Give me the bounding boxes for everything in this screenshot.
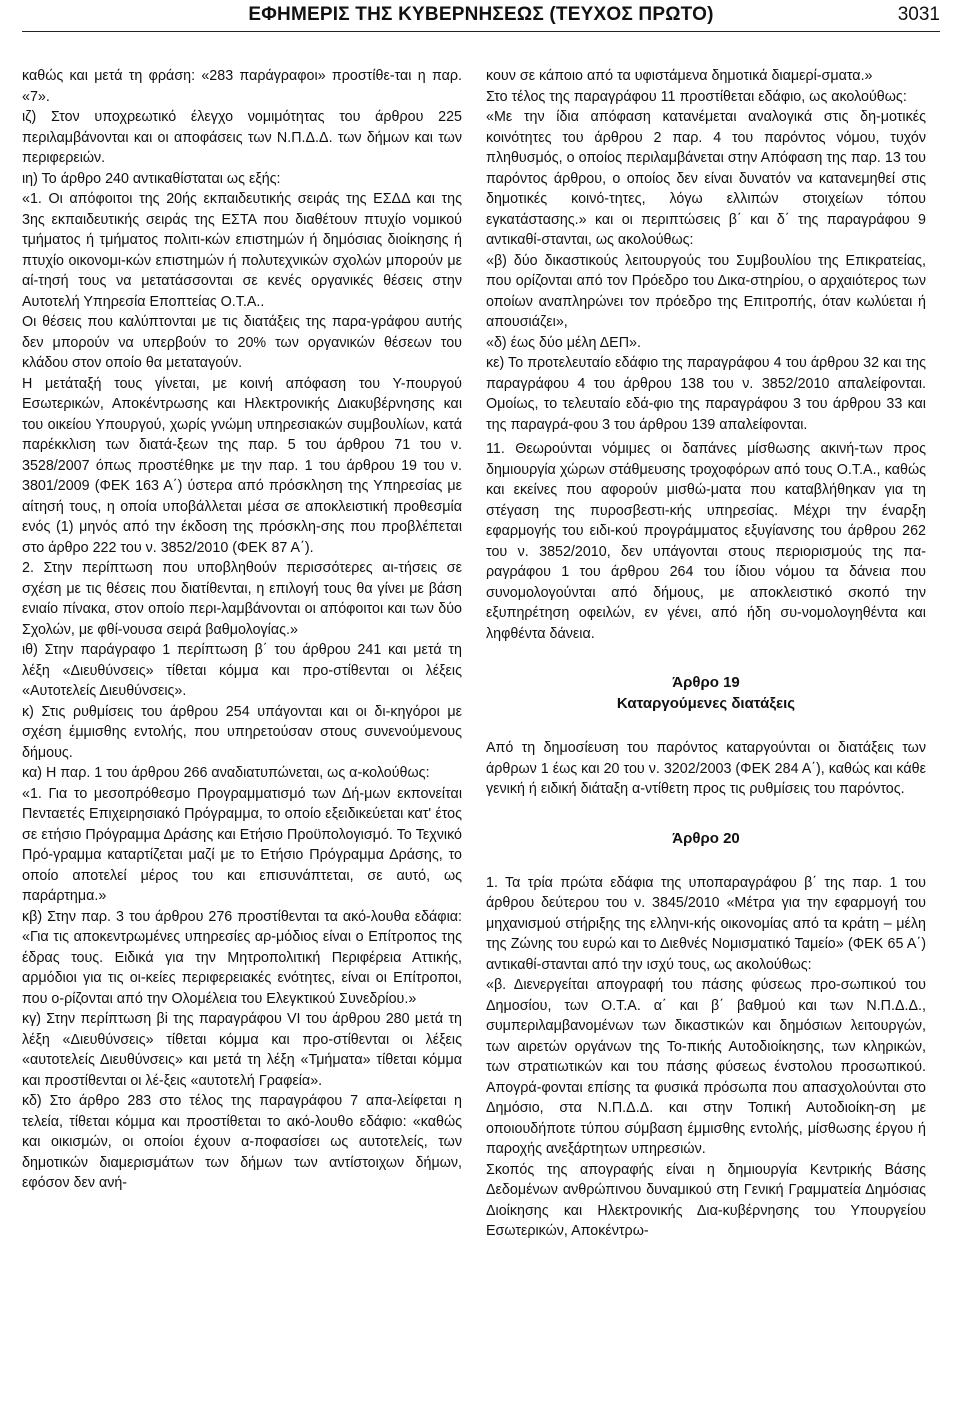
paragraph: 2. Στην περίπτωση που υποβληθούν περισσότερες αι-τήσεις σε σχέση με τις θέσεις που διατίθενται, η επιλογή τους θα γίνει με βάση ενιαίο πίνακα, στον οποίο περι-λαμβάνονται οι απόφοιτοι και των δύο Σχολών, με φθί-νουσα σειρά βαθμολογίας.» [22,560,462,638]
article-20-title: Άρθρο 20 [672,829,740,847]
paragraph: 1. Τα τρία πρώτα εδάφια της υποπαραγράφου β΄ της παρ. 1 του άρθρου δεύτερου του ν. 3845/2010 «Μέτρα για την εφαρμογή του μηχανισμού στήριξης της ελληνι-κής οικονομίας από τα κράτη – μέλη της Ζώνης του ευρώ και το Διεθνές Νομισματικό Ταμείο» (ΦΕΚ 65 Α΄) αντικαθί-στανται από την ισχύ τους, ως ακολούθως: [486,874,926,973]
header-divider [22,31,940,32]
paragraph: 11. Θεωρούνται νόμιμες οι δαπάνες μίσθωσης ακινή-των προς δημιουργία χώρων στάθμευσης τροχοφόρων από τους Ο.Τ.Α., καθώς και εκείνες που αφορούν μισθώ-ματα που καταβλήθηκαν για τη στέγαση της πυροσβεστι-κής υπηρεσίας. Μέχρι την έναρξη εφαρμογής του ειδι-κού προγράμματος εξυγίανσης του άρθρου 262 του ν. 3852/2010, δεν υπάγονται στους περιορισμούς της πα-ραγράφου 1 του άρθρου 264 του ίδιου νόμου τα δάνεια που συνομολογούνται από δήμους, με αποκλειστικό σκοπό την εξυπηρέτηση οφειλών, εν γένει, από ήδη συ-νομολογηθέντα και ληφθέντα δάνεια. [486,441,926,642]
paragraph: κδ) Στο άρθρο 283 στο τέλος της παραγράφου 7 απα-λείφεται η τελεία, τίθεται κόμμα και προστίθεται το ακό-λουθο εδάφιο: «καθώς και οικισμών, οι οποίοι έχουν α-ποφασίσει ως αυτοτελείς, των δημοτικών διαμερισμάτων των δήμων των αντίστοιχων δήμων, εφόσον δεν ανή- [22,1093,462,1191]
paragraph: «1. Για το μεσοπρόθεσμο Προγραμματισμό των Δή-μων εκπονείται Πενταετές Επιχειρησιακό Πρόγραμμα, το οποίο εξειδικεύεται κατ' έτος σε ετήσιο Πρόγραμμα Δράσης και Ετήσιο Προϋπολογισμό. Το Τεχνικό Πρό-γραμμα καταρτίζεται μαζί με το Ετήσιο Πρόγραμμα Δράσης, το οποίο αποτελεί μέρος του και επισυνάπτεται, σε αυτό, ως παράρτημα.» [22,785,462,904]
paragraph: κα) Η παρ. 1 του άρθρου 266 αναδιατυπώνεται, ως α-κολούθως: [22,765,430,781]
paragraph: Από τη δημοσίευση του παρόντος καταργούνται οι διατάξεις των άρθρων 1 έως και 20 του ν. 3202/2003 (ΦΕΚ 284 Α΄), καθώς και κάθε γενική ή ειδική διάταξη α-ντίθετη προς τις ρυθμίσεις του παρόντος. [486,740,926,797]
gazette-title: ΕΦΗΜΕΡΙΣ ΤΗΣ ΚΥΒΕΡΝΗΣΕΩΣ (ΤΕΥΧΟΣ ΠΡΩΤΟ) [248,4,714,25]
paragraph: Οι θέσεις που καλύπτονται με τις διατάξεις της παρα-γράφου αυτής δεν μπορούν να υπερβούν το 20% των οργανικών θέσεων του κλάδου στον οποίο θα μεταταγούν. [22,314,462,371]
paragraph: «δ) έως δύο μέλη ΔΕΠ». [486,334,641,351]
paragraph: ιζ) Στον υποχρεωτικό έλεγχο νομιμότητας του άρθρου 225 περιλαμβάνονται και οι αποφάσεις των Ν.Π.Δ.Δ. των δήμων και των περιφερειών. [22,109,462,166]
left-column [22,66,462,1194]
paragraph: ιθ) Στην παράγραφο 1 περίπτωση β΄ του άρθρου 241 και μετά τη λέξη «Διευθύνσεις» τίθεται κόμμα και προ-στίθενται οι λέξεις «Αυτοτελείς Διευθύνσεις». [22,642,462,699]
paragraph: κ) Στις ρυθμίσεις του άρθρου 254 υπάγονται και οι δι-κηγόροι με σχέση έμμισθης εντολής, που υπηρετούσαν στους συνενούμενους δήμους. [22,703,462,761]
paragraph: Σκοπός της απογραφής είναι η δημιουργία Κεντρικής Βάσης Δεδομένων ανθρώπινου δυναμικού στη Γενική Γραμματεία Δημόσιας Διοίκησης και Ηλεκτρονικής Δια-κυβέρνησης του Υπουργείου Εσωτερικών, Αποκέντρω- [486,1161,926,1239]
paragraph: κουν σε κάποιο από τα υφιστάμενα δημοτικά διαμερί-σματα.» [486,68,873,84]
page-number: 3031 [897,4,940,25]
paragraph: «1. Οι απόφοιτοι της 20ής εκπαιδευτικής σειράς της ΕΣΔΔ και της 3ης εκπαιδευτικής σειράς της ΕΣΤΑ που διαθέτουν πτυχίο νομικού τμήματος ή τμήματος πολιτι-κών επιστημών ή δημόσιας διοίκησης ή πτυχίο οικονομι-κών επιστημών ή πολυτεχνικών σχολών μπορούν με αί-τησή τους να μετατάσσονται σε κενές οργανικές θέσεις στην Αυτοτελή Υπηρεσία Εποπτείας Ο.Τ.Α.. [22,191,462,310]
article-19-title: Άρθρο 19 [672,674,740,691]
paragraph: «Με την ίδια απόφαση κατανέμεται αναλογικά στις δη-μοτικές κοινότητες του άρθρου 2 παρ. 4 του παρόντος νόμου, τυχόν πληθυσμός, ο οποίος περιλαμβάνεται στην Απόφαση της παρ. 13 του παρόντος άρθρου, ο οποίος δεν είναι δυνατόν να κατανεμηθεί στις δημοτικές κοινό-τητες, λόγω ελλιπών στοιχείων τόπου εγκατάστασης.» και οι περιπτώσεις β΄ και δ΄ της παραγράφου 9 αντικαθί-στανται, ως ακολούθως: [486,109,926,248]
paragraph: Στο τέλος της παραγράφου 11 προστίθεται εδάφιο, ως ακολούθως: [486,88,907,105]
right-column [486,66,926,1242]
paragraph: Η μετάταξή τους γίνεται, με κοινή απόφαση του Υ-πουργού Εσωτερικών, Αποκέντρωσης και Ηλεκτρονικής Διακυβέρνησης και του οικείου Υπουργού, χωρίς γνώμη υπηρεσιακών συμβουλίων, κατά παρέκκλιση των διατά-ξεων της παρ. 5 του άρθρου 71 του ν. 3528/2007 όπως προστέθηκε με την παρ. 1 του άρθρου 19 του ν. 3801/2009 (ΦΕΚ 163 Α΄) ύστερα από πρόσκληση της Υπηρεσίας με αίτησή τους, η οποία υποβάλλεται μέσα σε αποκλειστική προθεσμία ενός (1) μηνός από την έκδοση της πρόσκλη-σης που προβλέπεται στο άρθρο 222 του ν. 3852/2010 (ΦΕΚ 87 Α΄). [22,375,462,556]
paragraph: κγ) Στην περίπτωση βi της παραγράφου VI του άρθρου 280 μετά τη λέξη «Διευθύνσεις» τίθεται κόμμα και προ-στίθενται οι λέξεις «αυτοτελείς Διευθύνσεις» και μετά τη λέξη «Τμήματα» τίθεται κόμμα και προστίθενται οι λέ-ξεις «αυτοτελή Γραφεία». [22,1011,462,1089]
paragraph: κβ) Στην παρ. 3 του άρθρου 276 προστίθενται τα ακό-λουθα εδάφια: «Για τις αποκεντρωμένες υπηρεσίες αρ-μόδιος είναι ο Επίτροπος της έδρας τους. Ειδικά για την Μητροπολιτική Περιφέρεια Αττικής, αρμόδιοι για τις οι-κείες περιφερειακές ενότητες, είναι οι Επίτροποι, που ο-ρίζονται από την Ολομέλεια του Ελεγκτικού Συνεδρίου.» [22,908,462,1007]
paragraph: καθώς και μετά τη φράση: «283 παράγραφοι» προστίθε-ται η παρ. «7». [22,68,462,105]
paragraph: ιη) Το άρθρο 240 αντικαθίσταται ως εξής: [22,170,281,187]
paragraph: κε) Το προτελευταίο εδάφιο της παραγράφου 4 του άρθρου 32 και της παραγράφου 4 του άρθρου 138 του ν. 3852/2010 απαλείφονται. Ομοίως, το τελευταίο εδά-φιο της παραγράφου 3 του άρθρου 33 και της παραγρά-φου 3 του άρθρου 139 απαλείφονται. [486,355,926,433]
paragraph: «β. Διενεργείται απογραφή του πάσης φύσεως προ-σωπικού του Δημοσίου, των Ο.Τ.Α. α΄ και β΄ βαθμού και των Ν.Π.Δ.Δ., συμπεριλαμβανομένων των δικαστικών και δημόσιων λειτουργών, των αιρετών οργάνων της Το-πικής Αυτοδιοίκησης, των κληρικών, των στρατιωτικών και του πάσης φύσεως ένστολου προσωπικού. Απογρά-φονται επίσης τα φυσικά πρόσωπα που απασχολούνται στο Δημόσιο, στα Ν.Π.Δ.Δ. και στην Τοπική Αυτοδιοίκη-ση με οποιουδήποτε τύπου σύμβαση έμμισθης εντολής, μίσθωσης έργου ή παροχής ανεξάρτητων υπηρεσιών. [486,977,926,1157]
article-19-subtitle: Καταργούμενες διατάξεις [616,695,796,712]
page-header [22,0,940,36]
paragraph: «β) δύο δικαστικούς λειτουργούς του Συμβουλίου της Επικρατείας, που ορίζονται από τον Πρόεδρο του Δικα-στηρίου, ο αρχαιότερος των οποίων αναπληρώνει τον πρόεδρο της Επιτροπής, όταν κωλύεται ή απουσιάζει», [486,252,926,330]
